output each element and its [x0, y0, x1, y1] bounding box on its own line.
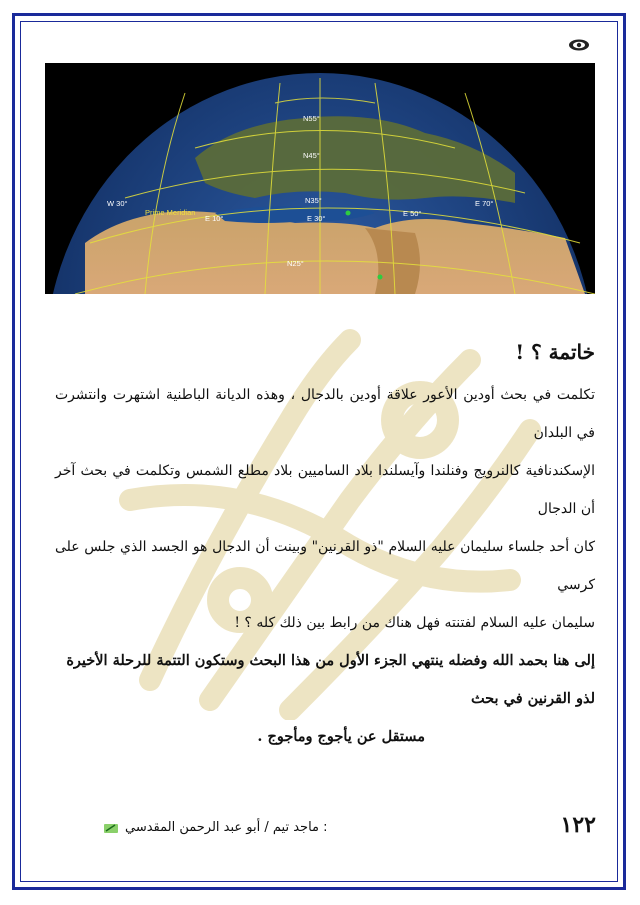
conclusion-line: إلى هنا بحمد الله وفضله ينتهي الجزء الأول من هذا البحث وستكون التتمة للرحلة الأخيرة لذو القرنين في بحث: [66, 652, 595, 707]
section-heading: خاتمة ؟ !: [515, 340, 595, 364]
paragraph-line: تكلمت في بحث أودين الأعور علاقة أودين بالدجال ، وهذه الديانة الباطنية اشتهرت وانتشرت في البلدان: [55, 387, 595, 441]
lat-label: N45°: [303, 151, 320, 160]
lat-label: N25°: [287, 259, 304, 268]
author-credit: [103, 820, 328, 835]
lon-label: W 30°: [107, 199, 128, 208]
paragraph-line: الإسكندنافية كالنرويج وفنلندا وآيسلندا بلاد الساميين بلاد مطلع الشمس وتكلمت في بحث آخر أن الدجال: [55, 463, 595, 517]
prime-meridian-label: Prime Meridian: [145, 208, 196, 217]
pen-icon: [103, 822, 119, 834]
article-body: [55, 340, 595, 756]
paragraph-line: سليمان عليه السلام لفتنته فهل هناك من رابط بين ذلك كله ؟ !: [234, 615, 595, 631]
lon-label: E 10°: [205, 214, 224, 223]
lat-label: N35°: [305, 196, 322, 205]
author-name: : ماجد تيم / أبو عبد الرحمن المقدسي: [125, 820, 328, 835]
lon-label: E 50°: [403, 209, 422, 218]
earth-globe-image: [45, 63, 595, 294]
lon-label: E 30°: [307, 214, 326, 223]
conclusion-line: مستقل عن يأجوج ومأجوج .: [257, 728, 425, 745]
lon-label: E 70°: [475, 199, 494, 208]
lat-label: N55°: [303, 114, 320, 123]
page-number: ١٢٢: [560, 812, 596, 838]
eye-logo-icon: [568, 38, 590, 52]
paragraph-line: كان أحد جلساء سليمان عليه السلام "ذو القرنين" وبينت أن الدجال هو الجسد الذي جلس على كرسي: [55, 539, 595, 593]
